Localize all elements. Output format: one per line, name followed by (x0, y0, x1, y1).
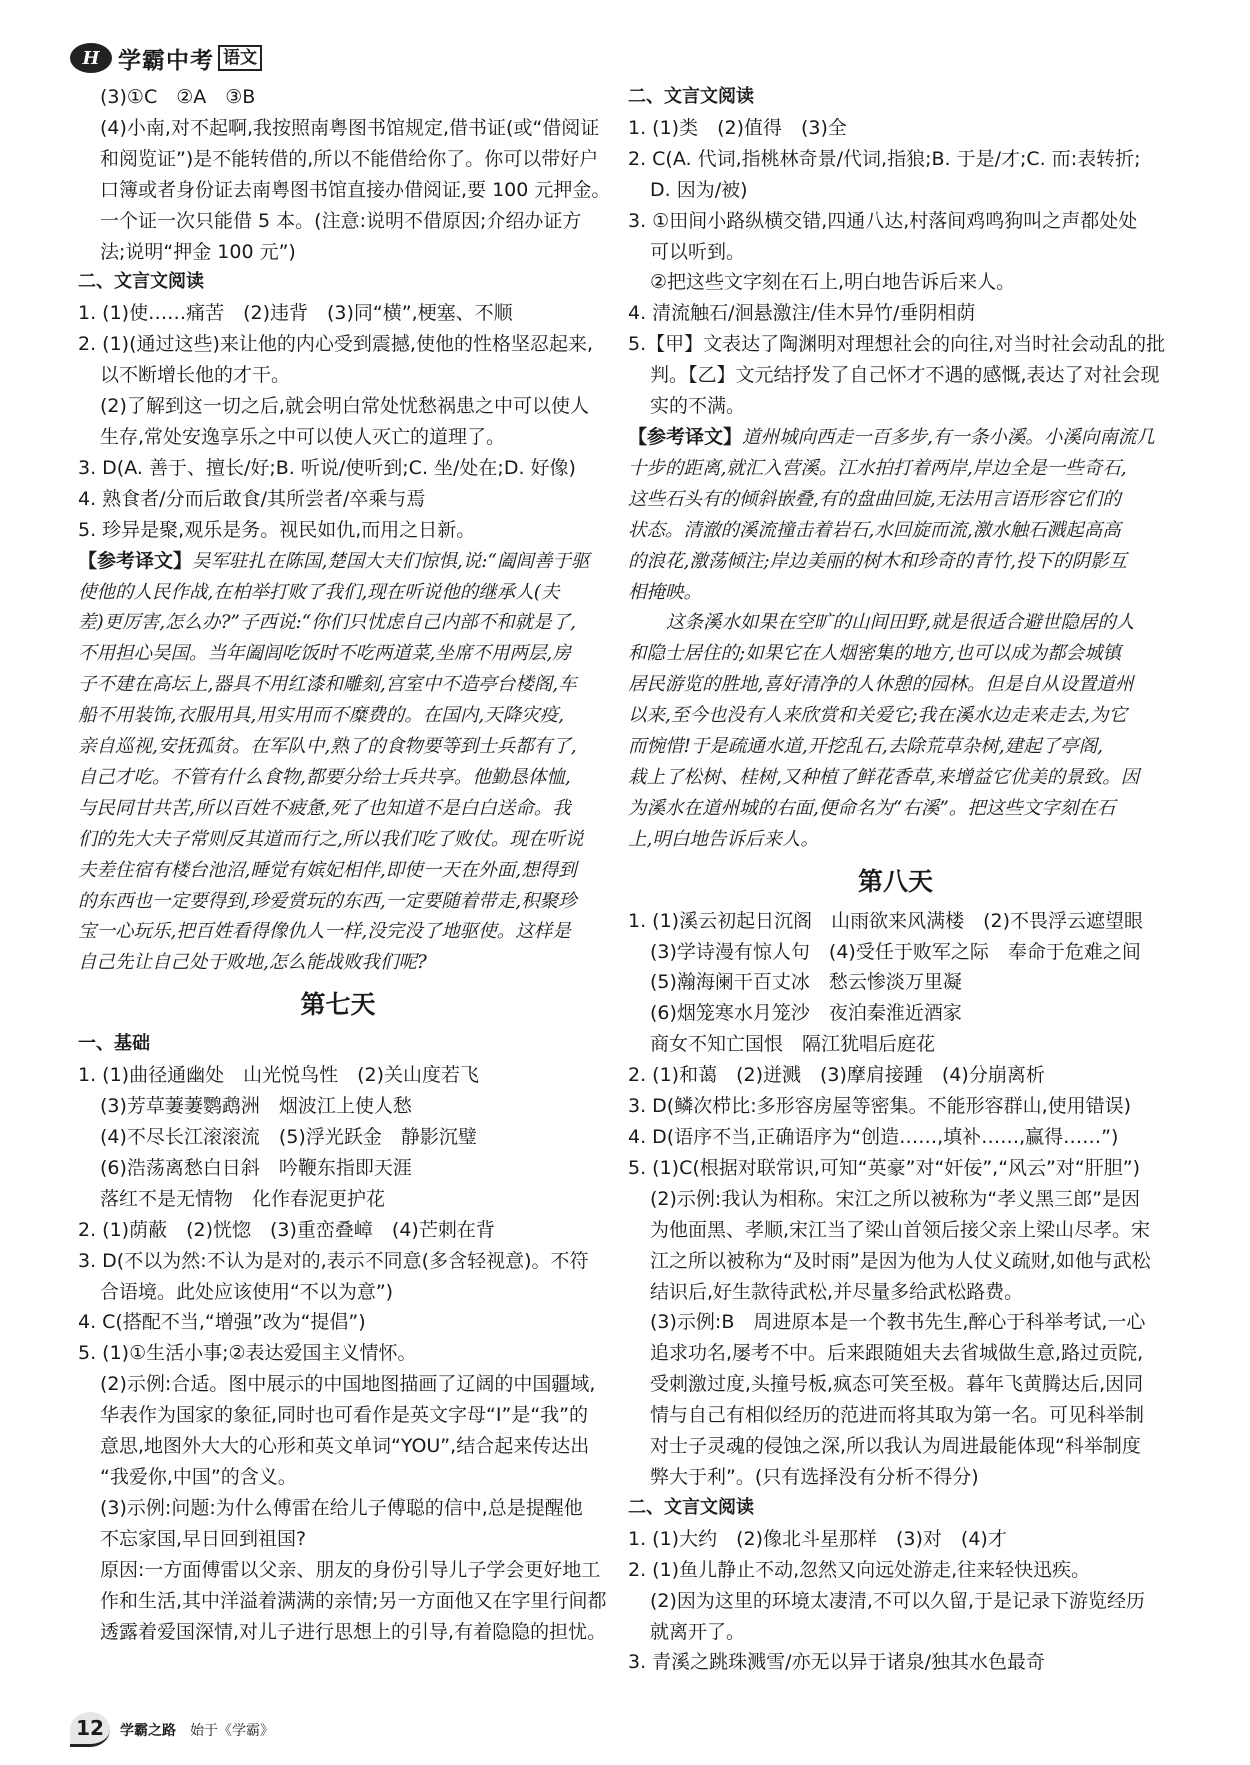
day-heading: 第七天 (300, 990, 376, 1020)
translation-text: 道州城向西走一百多步,有一条小溪。小溪向南流几 (742, 426, 1155, 448)
answer-line: 不忘家国,早日回到祖国? (100, 1527, 307, 1550)
translation-line: 的浪花,激荡倾注;岸边美丽的树木和珍奇的青竹,投下的阴影互 (628, 550, 1127, 572)
answer-line: 3. D(不以为然:不认为是对的,表示不同意(多含轻视意)。不符 (78, 1249, 589, 1272)
answer-line: (2)示例:合适。图中展示的中国地图描画了辽阔的中国疆域, (100, 1373, 596, 1396)
section-heading: 二、文言文阅读 (628, 86, 754, 107)
translation-line: 状态。清澈的溪流撞击着岩石,水回旋而流,激水触石溅起高高 (628, 519, 1121, 541)
answer-line: (4)不尽长江滚滚流 (5)浮光跃金 静影沉璧 (100, 1126, 477, 1148)
answer-line: (2)示例:我认为相称。宋江之所以被称为“孝义黑三郎”是因 (650, 1187, 1141, 1210)
answer-line: 江之所以被称为“及时雨”是因为他为人仗义疏财,如他与武松 (650, 1249, 1151, 1272)
answer-line: 口簿或者身份证去南粤图书馆直接办借阅证,要 100 元押金。 (100, 178, 611, 201)
right-column (628, 82, 1166, 1678)
translation-line: 上,明白地告诉后来人。 (628, 828, 819, 850)
translation-line: 这条溪水如果在空旷的山间田野,就是很适合避世隐居的人 (666, 612, 1135, 634)
answer-line: (6)浩荡离愁白日斜 吟鞭东指即天涯 (100, 1156, 412, 1179)
translation-line: 船不用装饰,衣服用具,用实用而不糜费的。在国内,天降灾疫, (78, 705, 565, 727)
answer-line: 判。【乙】文元结抒发了自己怀才不遇的感慨,表达了对社会现 (650, 364, 1160, 387)
answer-line: 2. C(A. 代词,指桃林奇景/代词,指狼;B. 于是/才;C. 而:表转折; (628, 147, 1141, 170)
translation-line: 以来,至今也没有人来欣赏和关爱它;我在溪水边走来走去,为它 (628, 705, 1127, 727)
translation-line: 为溪水在道州城的右面,便命名为“右溪”。把这些文字刻在石 (628, 797, 1116, 819)
answer-line: 合语境。此处应该使用“不以为意”) (100, 1280, 394, 1303)
answer-line: 1. (1)类 (2)值得 (3)全 (628, 116, 847, 139)
day-heading: 第八天 (857, 866, 933, 896)
answer-line: 透露着爱国深情,对儿子进行思想上的引导,有着隐隐的担忧。 (100, 1620, 607, 1643)
answer-line: 就离开了。 (650, 1620, 746, 1643)
answer-line: 一个证一次只能借 5 本。(注意:说明不借原因;介绍办证方 (100, 209, 582, 232)
answer-line: 1. (1)曲径通幽处 山光悦鸟性 (2)关山度若飞 (78, 1064, 479, 1087)
answer-line: 落红不是无情物 化作春泥更护花 (100, 1187, 386, 1210)
translation-line: 们的先大夫子常则反其道而行之,所以我们吃了败仗。现在听说 (78, 828, 584, 850)
translation-tag: 【参考译文】 (628, 425, 743, 448)
translation-line: 栽上了松树、桂树,又种植了鲜花香草,来增益它优美的景致。因 (628, 766, 1140, 788)
answer-line: 1. (1)溪云初起日沉阁 山雨欲来风满楼 (2)不畏浮云遮望眼 (628, 909, 1143, 932)
answer-line: 可以听到。 (650, 240, 746, 263)
answer-line: 实的不满。 (650, 395, 746, 418)
answer-line: 法;说明“押金 100 元”) (100, 240, 296, 263)
answer-line: (2)了解到这一切之后,就会明白常处忧愁祸患之中可以使人 (100, 395, 589, 418)
answer-line: 3. ①田间小路纵横交错,四通八达,村落间鸡鸣狗叫之声都处处 (628, 209, 1138, 232)
answer-line: (3)①C ②A ③B (100, 86, 256, 108)
page-number: 12 (70, 1712, 110, 1747)
page-header (70, 40, 262, 76)
answer-line: 2. (1)鱼儿静止不动,忽然又向远处游走,往来轻快迅疾。 (628, 1558, 1091, 1581)
brand-title: 学霸中考 (118, 47, 214, 74)
answer-line: 以不断增长他的才干。 (100, 364, 291, 387)
section-heading: 一、基础 (78, 1033, 150, 1055)
page-footer (70, 1712, 274, 1747)
left-column (78, 82, 611, 1647)
translation-line: 使他的人民作战,在柏举打败了我们,现在听说他的继承人(夫 (78, 581, 560, 603)
section-heading: 二、文言文阅读 (78, 271, 204, 293)
answer-line: 4. C(搭配不当,“增强”改为“提倡”) (78, 1311, 366, 1334)
translation-line: 宝一心玩乐,把百姓看得像仇人一样,没完没了地驱使。这样是 (78, 921, 571, 943)
answer-line: (3)示例:问题:为什么傅雷在给儿子傅聪的信中,总是提醒他 (100, 1496, 583, 1519)
answer-line: 3. D(A. 善于、擅长/好;B. 听说/使听到;C. 坐/处在;D. 好像) (78, 456, 576, 479)
answer-line: 生存,常处安逸享乐之中可以使人灭亡的道理了。 (100, 425, 506, 448)
translation-line: 子不建在高坛上,器具不用红漆和雕刻,宫室中不造亭台楼阁,车 (78, 674, 577, 696)
answer-line: (5)瀚海阑干百丈冰 愁云惨淡万里凝 (650, 971, 962, 994)
answer-line: (2)因为这里的环境太凄清,不可以久留,于是记录下游览经历 (650, 1589, 1145, 1612)
answer-line: 5. (1)C(根据对联常识,可知“英豪”对“奸佞”,“风云”对“肝胆”) (628, 1156, 1140, 1179)
answer-line: 为他面黑、孝顺,宋江当了梁山首领后接父亲上梁山尽孝。宋 (650, 1218, 1151, 1241)
answer-line: 5. 珍异是聚,观乐是务。视民如仇,而用之日新。 (78, 518, 476, 541)
answer-line: 5. (1)①生活小事;②表达爱国主义情怀。 (78, 1342, 417, 1365)
answer-line: 原因:一方面傅雷以父亲、朋友的身份引导儿子学会更好地工 (100, 1558, 601, 1581)
translation-line: 亲自巡视,安抚孤贫。在军队中,熟了的食物要等到士兵都有了, (78, 736, 577, 758)
answer-line: D. 因为/被) (650, 178, 748, 201)
answer-line: 情与自己有相似经历的范进而将其取为第一名。可见科举制 (650, 1404, 1145, 1427)
answer-line: (3)示例:B 周进原本是一个教书先生,醉心于科举考试,一心 (650, 1311, 1146, 1334)
answer-line: 2. (1)和蔼 (2)迸溅 (3)摩肩接踵 (4)分崩离析 (628, 1064, 1045, 1087)
translation-line: 这些石头有的倾斜嵌叠,有的盘曲回旋,无法用言语形容它们的 (628, 488, 1121, 510)
translation-line: 和隐士居住的;如果它在人烟密集的地方,也可以成为都会城镇 (628, 643, 1122, 665)
footer-slogan: 学霸之路 (120, 1722, 176, 1739)
answer-line: 结识后,好生款待武松,并尽量多给武松路费。 (650, 1280, 1024, 1303)
translation-line: 不用担心吴国。当年阖闾吃饭时不吃两道菜,坐席不用两层,房 (78, 643, 571, 665)
section-heading: 二、文言文阅读 (628, 1496, 754, 1518)
answer-line: 对士子灵魂的侵蚀之深,所以我认为周进最能体现“科举制度 (650, 1435, 1141, 1458)
footer-tagline: 始于《学霸》 (190, 1722, 274, 1739)
answer-line: (3)芳草萋萋鹦鹉洲 烟波江上使人愁 (100, 1095, 412, 1118)
translation-line: 自己才吃。不管有什么食物,都要分给士兵共享。他勤恳体恤, (78, 766, 571, 788)
translation-line: 夫差住宿有楼台池沼,睡觉有嫔妃相伴,即使一天在外面,想得到 (78, 859, 577, 881)
translation-line: 与民同甘共苦,所以百姓不疲惫,死了也知道不是白白送命。我 (78, 797, 571, 819)
answer-line: 和阅览证”)是不能转借的,所以不能借给你了。你可以带好户 (100, 147, 599, 170)
answer-line: 4. 清流触石/洄悬激注/佳木异竹/垂阴相荫 (628, 302, 976, 325)
answer-line: 意思,地图外大大的心形和英文单词“YOU”,结合起来传达出 (100, 1435, 590, 1458)
answer-line: 5.【甲】文表达了陶渊明对理想社会的向往,对当时社会动乱的批 (628, 333, 1166, 356)
translation-text: 吴军驻扎在陈国,楚国大夫们惊惧,说:“阖闾善于驱 (192, 550, 590, 572)
subject-badge: 语文 (218, 45, 262, 71)
answer-line: ②把这些文字刻在石上,明白地告诉后来人。 (650, 271, 1016, 294)
translation-line (78, 546, 598, 578)
answer-line: 弊大于利”。(只有选择没有分析不得分) (650, 1465, 979, 1488)
translation-line: 居民游览的胜地,喜好清净的人休憩的园林。但是自从设置道州 (628, 674, 1134, 696)
answer-line: 作和生活,其中洋溢着满满的亲情;另一方面他又在字里行间都 (100, 1589, 607, 1612)
answer-line: 3. 青溪之跳珠溅雪/亦无以异于诸泉/独其水色最奇 (628, 1651, 1045, 1674)
answer-line: 追求功名,屡考不中。后来跟随姐夫去省城做生意,路过贡院, (650, 1342, 1144, 1365)
translation-line: 相掩映。 (628, 581, 703, 603)
translation-tag: 【参考译文】 (78, 549, 193, 572)
answer-line: 2. (1)(通过这些)来让他的内心受到震撼,使他的性格坚忍起来, (78, 333, 593, 356)
answer-line: 商女不知亡国恨 隔江犹唱后庭花 (650, 1033, 936, 1056)
answer-line: 4. D(语序不当,正确语序为“创造……,填补……,赢得……”) (628, 1126, 1119, 1148)
answer-line: 1. (1)使……痛苦 (2)违背 (3)同“横”,梗塞、不顺 (78, 302, 513, 325)
translation-line: 差)更厉害,怎么办?”子西说:“你们只忧虑自己内部不和就是了, (78, 612, 577, 634)
answer-line: 1. (1)大约 (2)像北斗星那样 (3)对 (4)才 (628, 1527, 1007, 1550)
answer-line: (4)小南,对不起啊,我按照南粤图书馆规定,借书证(或“借阅证 (100, 116, 600, 139)
brand-logo-icon: H (70, 43, 112, 73)
answer-line: 3. D(鳞次栉比:多形容房屋等密集。不能形容群山,使用错误) (628, 1095, 1132, 1118)
translation-line: 十步的距离,就汇入营溪。江水拍打着两岸,岸边全是一些奇石, (628, 457, 1127, 479)
translation-line (628, 422, 1163, 454)
answer-line: 2. (1)荫蔽 (2)恍惚 (3)重峦叠嶂 (4)芒刺在背 (78, 1218, 495, 1241)
answer-line: 受刺激过度,头撞号板,疯态可笑至极。暮年飞黄腾达后,因同 (650, 1373, 1144, 1396)
translation-line: 而惋惜!于是疏通水道,开挖乱石,去除荒草杂树,建起了亭阁, (628, 736, 1103, 758)
answer-line: (3)学诗漫有惊人句 (4)受任于败军之际 奉命于危难之间 (650, 940, 1141, 963)
translation-line: 自己先让自己处于败地,怎么能战败我们呢? (78, 952, 427, 974)
answer-line: 4. 熟食者/分而后敢食/其所尝者/卒乘与焉 (78, 487, 426, 510)
translation-line: 的东西也一定要得到,珍爱赏玩的东西,一定要随着带走,积聚珍 (78, 890, 577, 912)
answer-line: “我爱你,中国”的含义。 (100, 1465, 297, 1488)
answer-line: 华表作为国家的象征,同时也可看作是英文字母“I”是“我”的 (100, 1404, 589, 1427)
answer-line: (6)烟笼寒水月笼沙 夜泊秦淮近酒家 (650, 1002, 962, 1025)
